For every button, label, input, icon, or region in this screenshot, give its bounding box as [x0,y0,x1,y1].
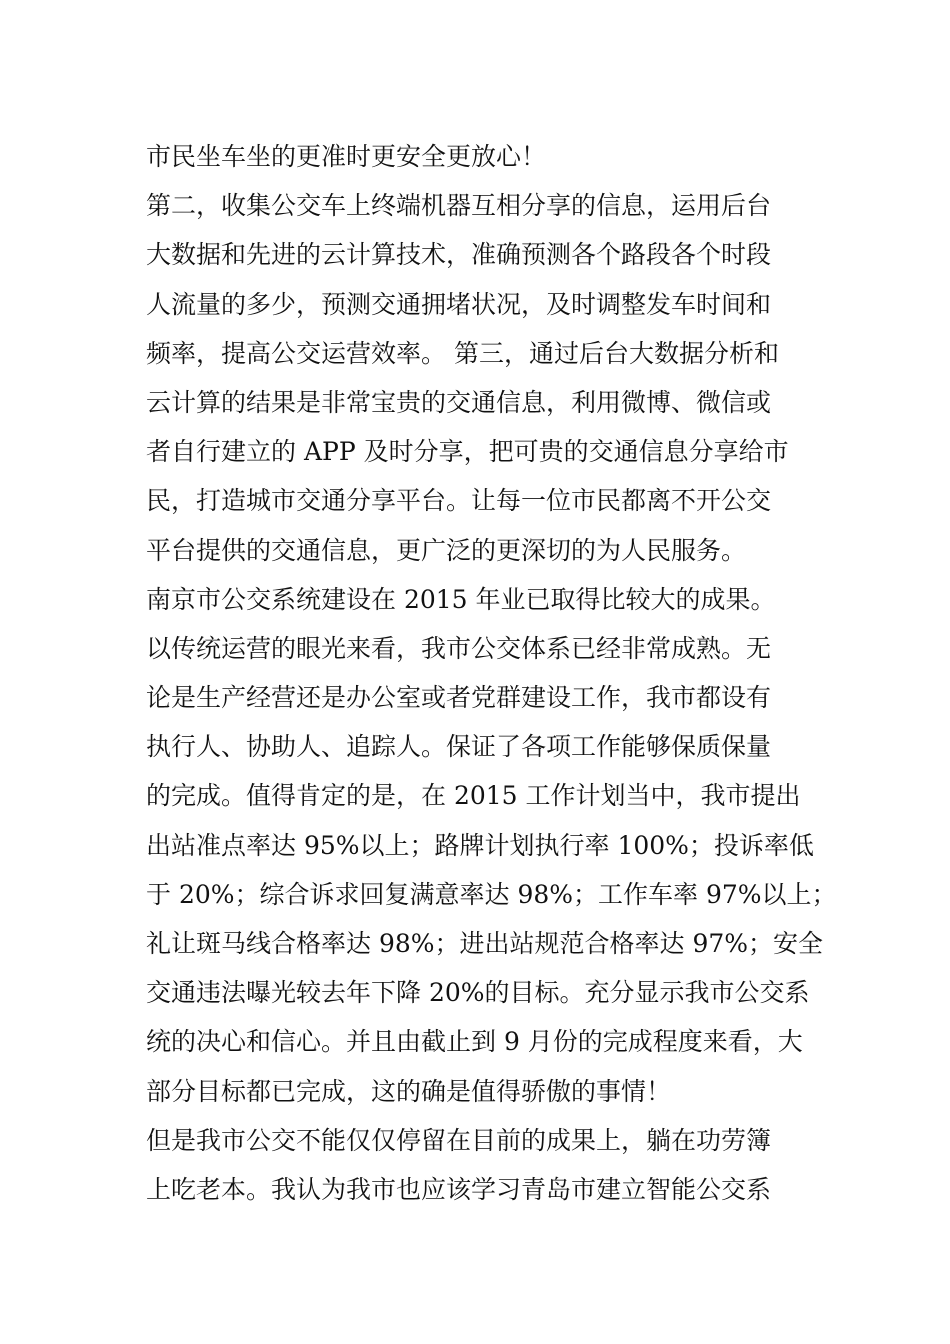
text-line: 大数据和先进的云计算技术，准确预测各个路段各个时段 [146,240,772,270]
text-line: 南京市公交系统建设在 2015 年业已取得比较大的成果。 [146,584,776,614]
text-line: 于 20%；综合诉求回复满意率达 98%；工作车率 97%以上； [146,879,837,909]
text-line: 者自行建立的 APP 及时分享，把可贵的交通信息分享给市 [146,437,789,467]
text-line: 平台提供的交通信息，更广泛的更深切的为人民服务。 [146,535,747,565]
text-line: 交通违法曝光较去年下降 20%的目标。充分显示我市公交系 [146,978,810,1008]
text-line: 出站准点率达 95%以上；路牌计划执行率 100%；投诉率低 [146,830,814,860]
body-text [146,132,837,1214]
text-line: 执行人、协助人、追踪人。保证了各项工作能够保质保量 [146,732,772,762]
text-line: 的完成。值得肯定的是，在 2015 工作计划当中，我市提出 [146,781,801,811]
text-line: 礼让斑马线合格率达 98%；进出站规范合格率达 97%；安全 [146,929,824,958]
text-line: 人流量的多少，预测交通拥堵状况，及时调整发车时间和 [146,289,772,319]
text-line: 部分目标都已完成，这的确是值得骄傲的事情！ [146,1076,672,1106]
text-line: 民，打造城市交通分享平台。让每一位市民都离不开公交 [146,486,772,516]
text-line: 以传统运营的眼光来看，我市公交体系已经非常成熟。无 [146,633,772,663]
text-line: 云计算的结果是非常宝贵的交通信息，利用微博、微信或 [146,387,772,417]
text-line: 市民坐车坐的更准时更安全更放心！ [146,142,547,171]
text-line: 第二，收集公交车上终端机器互相分享的信息，运用后台 [146,191,772,221]
text-line: 频率，提高公交运营效率。 第三，通过后台大数据分析和 [146,338,779,368]
text-line: 统的决心和信心。并且由截止到 9 月份的完成程度来看，大 [146,1027,803,1057]
text-line: 论是生产经营还是办公室或者党群建设工作，我市都设有 [146,683,772,713]
text-line: 但是我市公交不能仅仅停留在目前的成果上，躺在功劳簿 [146,1125,772,1155]
text-line: 上吃老本。我认为我市也应该学习青岛市建立智能公交系 [146,1174,772,1204]
